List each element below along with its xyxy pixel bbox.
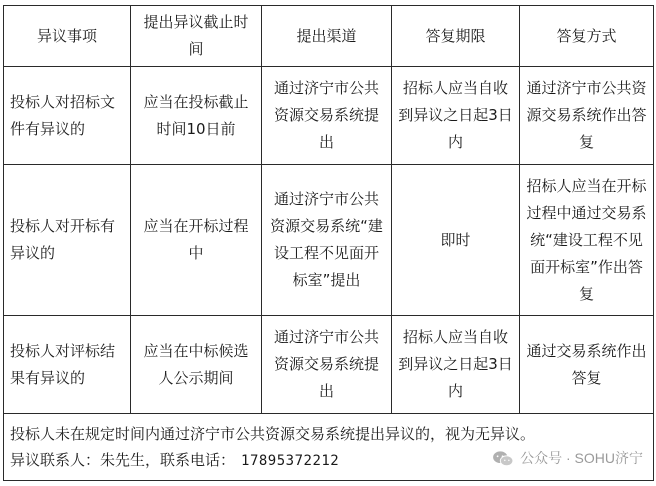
cell-reply-period: 招标人应当自收到异议之日起3日内: [392, 316, 520, 414]
cell-reply-method: 通过交易系统作出答复: [520, 316, 654, 414]
watermark: [492, 445, 643, 472]
table-header-row: [4, 6, 654, 67]
contact-phone: 17895372212: [241, 452, 340, 469]
objection-table: [3, 5, 654, 481]
table-row: [4, 165, 654, 316]
cell-reply-method: 通过济宁市公共资源交易系统作出答复: [520, 67, 654, 165]
cell-objection-item: 投标人对开标有异议的: [4, 165, 131, 316]
table-row: [4, 316, 654, 414]
cell-reply-method: 招标人应当在开标过程中通过交易系统“建设工程不见面开标室”作出答复: [520, 165, 654, 316]
header-reply-method: 答复方式: [520, 6, 654, 67]
cell-channel: 通过济宁市公共资源交易系统“建设工程不见面开标室”提出: [262, 165, 392, 316]
cell-objection-item: 投标人对招标文件有异议的: [4, 67, 131, 165]
contact-label: 异议联系人：朱先生，联系电话：: [10, 450, 236, 469]
cell-channel: 通过济宁市公共资源交易系统提出: [262, 67, 392, 165]
no-objection-note: 投标人未在规定时间内通过济宁市公共资源交易系统提出异议的，视为无异议。: [10, 424, 536, 443]
cell-channel: 通过济宁市公共资源交易系统提出: [262, 316, 392, 414]
header-objection-item: 异议事项: [4, 6, 131, 67]
footer-cell: [4, 414, 654, 481]
cell-reply-period: 招标人应当自收到异议之日起3日内: [392, 67, 520, 165]
wechat-icon: [492, 450, 514, 468]
footer-row: [4, 414, 654, 481]
header-channel: 提出渠道: [262, 6, 392, 67]
table-row: [4, 67, 654, 165]
cell-objection-item: 投标人对评标结果有异议的: [4, 316, 131, 414]
header-deadline: 提出异议截止时间: [131, 6, 262, 67]
header-reply-period: 答复期限: [392, 6, 520, 67]
cell-deadline: 应当在中标候选人公示期间: [131, 316, 262, 414]
objection-table-container: [3, 5, 653, 481]
cell-deadline: 应当在投标截止时间10日前: [131, 67, 262, 165]
cell-reply-period: 即时: [392, 165, 520, 316]
cell-deadline: 应当在开标过程中: [131, 165, 262, 316]
watermark-text: 公众号 · SOHU济宁: [520, 450, 643, 466]
